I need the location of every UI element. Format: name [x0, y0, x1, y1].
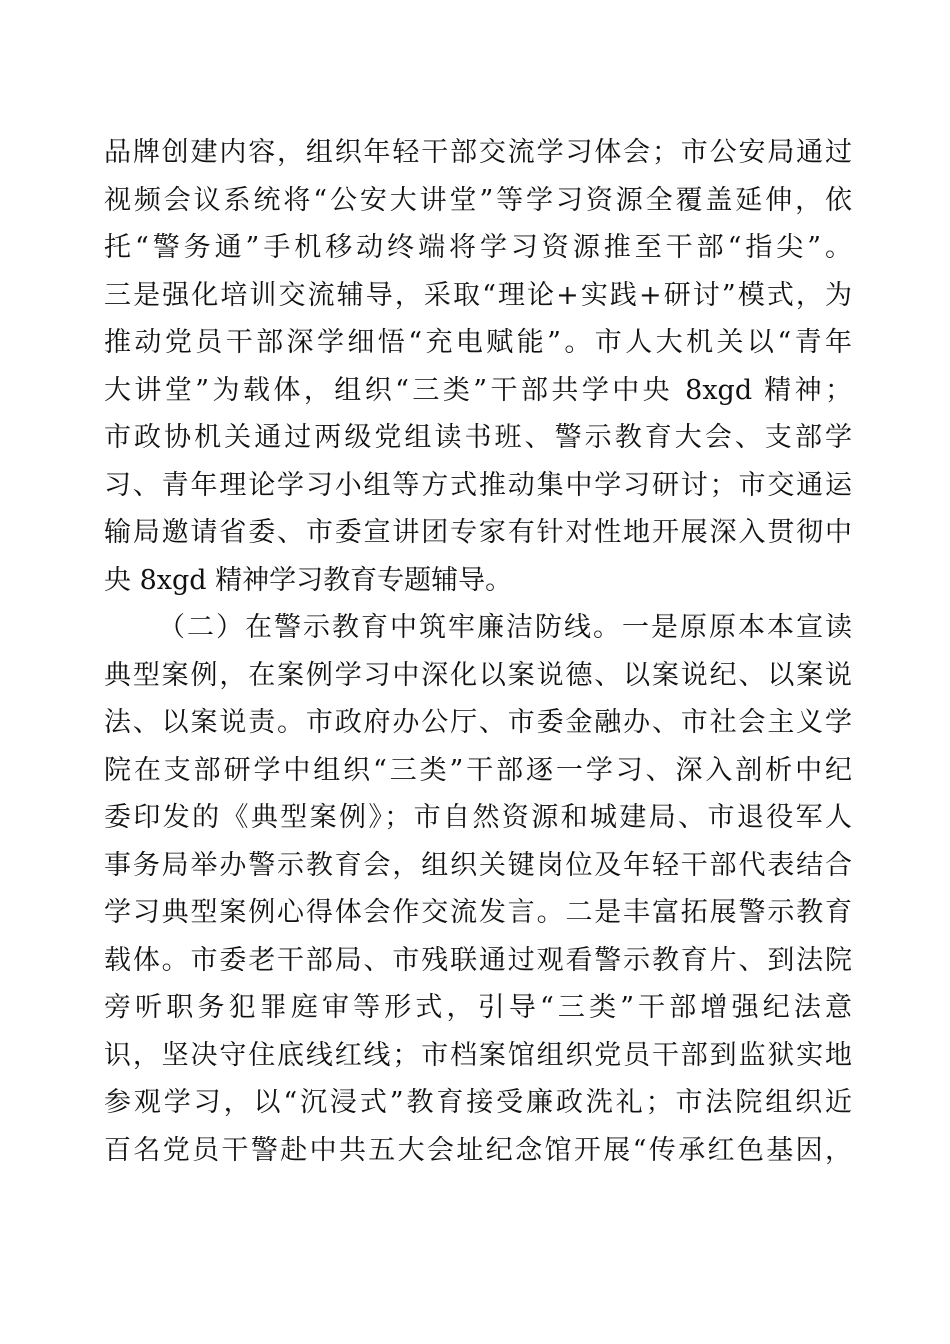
- text-line: 院在支部研学中组织“三类”干部逐一学习、深入剖析中纪: [104, 754, 852, 786]
- text-line: 习、青年理论学习小组等方式推动集中学习研讨；市交通运: [104, 469, 852, 501]
- text-line: 输局邀请省委、市委宣讲团专家有针对性地开展深入贯彻中: [104, 517, 852, 548]
- text-line: 央 8xgd 精神学习教育专题辅导。: [104, 564, 513, 596]
- text-line: 托“警务通”手机移动终端将学习资源推至干部“指尖”。: [104, 232, 852, 263]
- text-line: 委印发的《典型案例》；市自然资源和城建局、市退役军人: [104, 802, 852, 833]
- text-line: 百名党员干警赴中共五大会址纪念馆开展“传承红色基因，: [104, 1134, 852, 1166]
- text-line: 旁听职务犯罪庭审等形式，引导“三类”干部增强纪法意: [104, 992, 852, 1023]
- text-line: 法、以案说责。市政府办公厅、市委金融办、市社会主义学: [104, 707, 852, 738]
- text-line: 推动党员干部深学细悟“充电赋能”。市人大机关以“青年: [104, 327, 852, 358]
- section-heading-line: （二）在警示教育中筑牢廉洁防线。一是原原本本宣读: [158, 612, 852, 643]
- text-line: 学习典型案例心得体会作交流发言。二是丰富拓展警示教育: [104, 897, 852, 928]
- text-line: 视频会议系统将“公安大讲堂”等学习资源全覆盖延伸，依: [104, 184, 852, 216]
- text-line: 载体。市委老干部局、市残联通过观看警示教育片、到法院: [104, 944, 852, 976]
- text-line: 三是强化培训交流辅导，采取“理论+实践+研讨”模式，为: [104, 279, 852, 311]
- text-line: 事务局举办警示教育会，组织关键岗位及年轻干部代表结合: [104, 849, 852, 881]
- text-line: 市政协机关通过两级党组读书班、警示教育大会、支部学: [104, 422, 852, 453]
- text-line: 识，坚决守住底线红线；市档案馆组织党员干部到监狱实地: [104, 1039, 852, 1071]
- text-line: 大讲堂”为载体，组织“三类”干部共学中央 8xgd 精神；: [104, 374, 852, 406]
- text-line: 参观学习，以“沉浸式”教育接受廉政洗礼；市法院组织近: [104, 1087, 852, 1118]
- text-line: 品牌创建内容，组织年轻干部交流学习体会；市公安局通过: [104, 137, 852, 168]
- text-line: 典型案例，在案例学习中深化以案说德、以案说纪、以案说: [104, 659, 852, 691]
